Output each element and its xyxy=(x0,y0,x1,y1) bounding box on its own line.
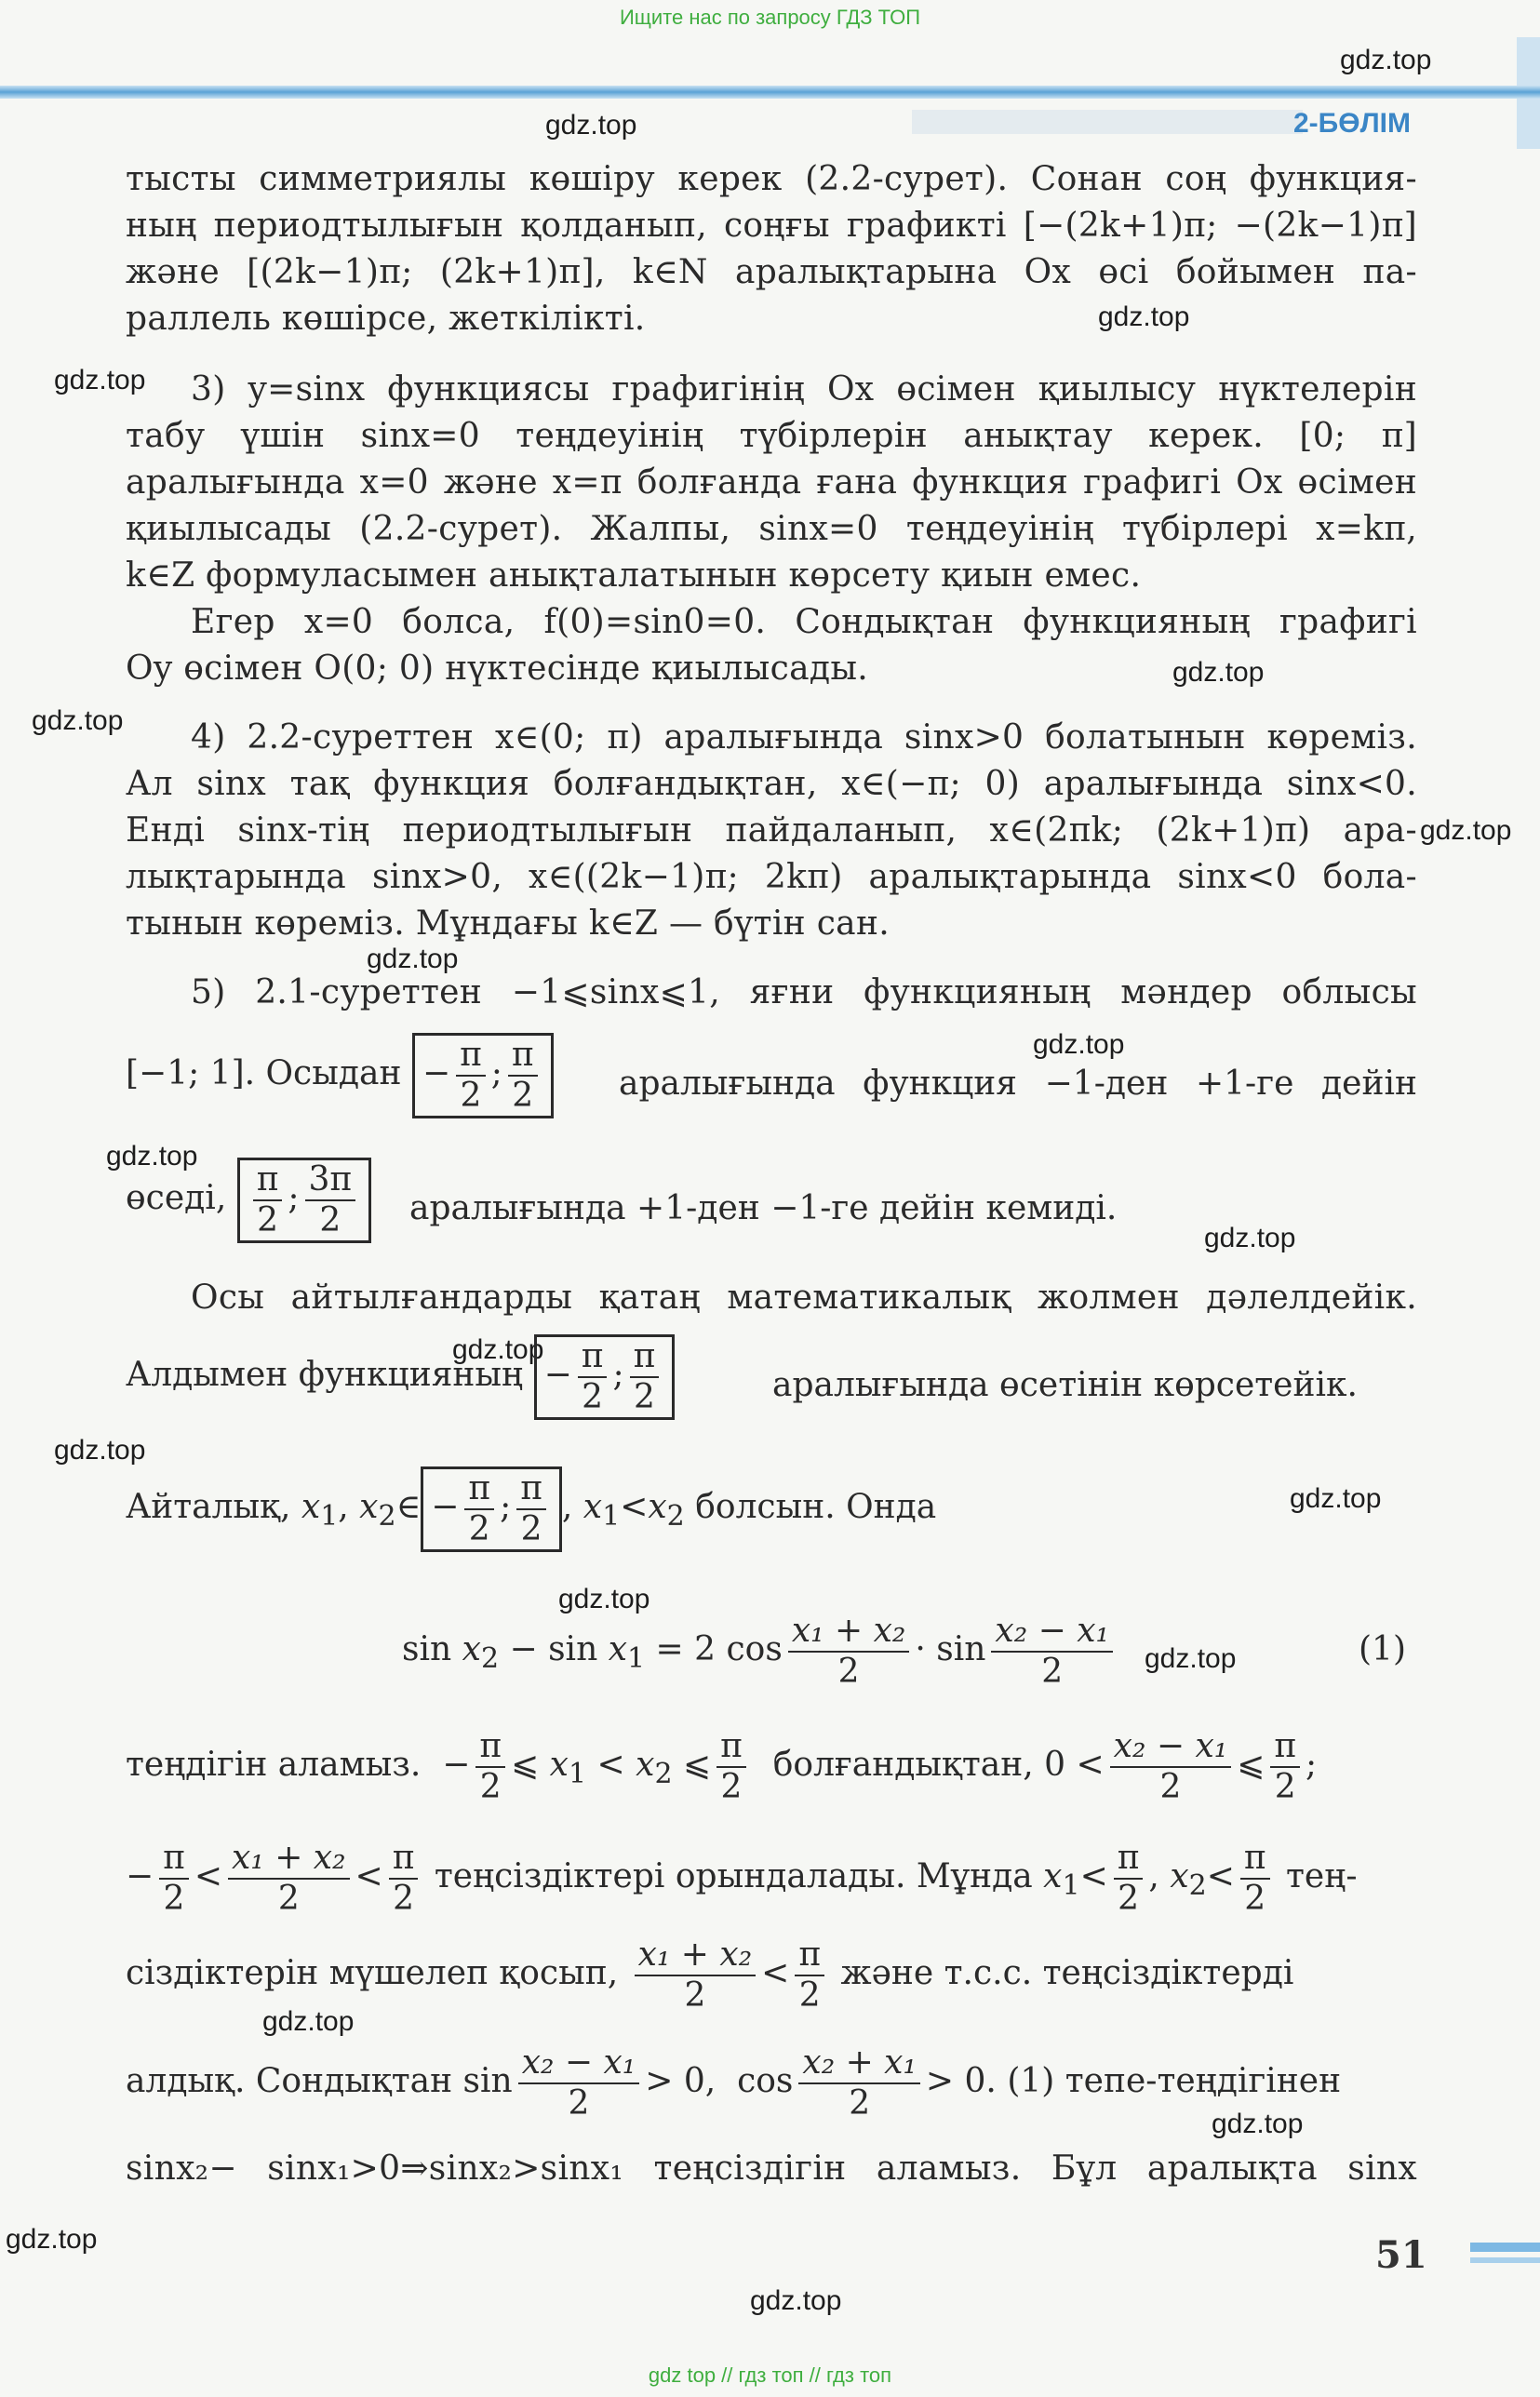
text-line: табу үшін sinx=0 теңдеуінің түбірлерін анықтау керек. [0; π] xyxy=(126,417,1417,455)
watermark: gdz.top xyxy=(367,944,459,974)
text-line: Осы айтылғандарды қатаң математикалық жолмен дәлелдейік. xyxy=(191,1279,1417,1317)
watermark: gdz.top xyxy=(1420,815,1512,846)
watermark: gdz.top xyxy=(750,2285,842,2316)
text-line: [−1; 1]. Осыдан − $\frac{\pi}{2}$ ; $\frac{\pi}{2}$ xyxy=(126,1033,554,1118)
page-bar xyxy=(1470,2257,1540,2263)
text-line: ның периодтылығын қолданып, соңғы графикті [−(2k+1)π; −(2k−1)π] xyxy=(126,207,1417,245)
text-line: аралығында +1-ден −1-ге дейін кемиді. xyxy=(409,1189,1118,1227)
text-line: раллель көшірсе, жеткілікті. xyxy=(126,300,646,338)
text-line: Енді sinx-тің периодтылығын пайдаланып, x∈(2πk; (2k+1)π) ара- xyxy=(126,811,1417,850)
text-line: Ал sinx тақ функция болғандықтан, x∈(−π; 0) аралығында sinx<0. xyxy=(126,765,1417,803)
text-line: − $\frac{\pi}{2}$ < $\frac{\text{x₁ + x₂}}{2}$ < $\frac{\pi}{2}$ теңсіздіктері орындалады. Мұнда $x_1<$ $\frac{\pi}{2}$ , $x_2<$ $\frac{\pi}{2}$ тең- xyxy=(126,1839,1358,1918)
text-line: қиылысады (2.2-сурет). Жалпы, sinx=0 теңдеуінің түбірлері x=kπ, xyxy=(126,510,1417,548)
watermark: gdz.top xyxy=(32,705,124,736)
text-line: тысты симметриялы көшіру керек (2.2-сурет). Сонан соң функция- xyxy=(126,160,1417,198)
text-line: 4) 2.2-суреттен x∈(0; π) аралығында sinx>0 болатынын көреміз. xyxy=(191,718,1417,757)
text-line: 5) 2.1-суреттен −1⩽sinx⩽1, яғни функцияның мәндер облысы xyxy=(191,973,1417,1011)
text-line: Егер x=0 болса, f(0)=sin0=0. Сондықтан функцияның графигі xyxy=(191,603,1417,641)
header-band xyxy=(0,86,1540,99)
interval-bracket: − $\frac{\pi}{2}$ ; $\frac{\pi}{2}$ xyxy=(412,1033,554,1118)
watermark: gdz.top xyxy=(1204,1223,1296,1253)
text-line: өседі, $\frac{\pi}{2}$ ; $\frac{3\pi}{2}$ xyxy=(126,1158,371,1243)
watermark: gdz.top xyxy=(262,2006,355,2037)
text-line: аралығында функция −1-ден +1-ге дейін xyxy=(619,1065,1417,1103)
interval-bracket: $\frac{\pi}{2}$ ; $\frac{3\pi}{2}$ xyxy=(237,1158,371,1243)
watermark: gdz.top xyxy=(106,1141,198,1172)
watermark: gdz.top xyxy=(54,1435,146,1466)
text-line: алдық. Сондықтан sin $\frac{\text{x₂ − x₁}}{2}$ > 0, cos $\frac{\text{x₂ + x₁}}{2}$ > 0. (1) тепе-теңдігінен xyxy=(126,2043,1342,2122)
text-line: тынын көреміз. Мұндағы k∈Z — бүтін сан. xyxy=(126,904,890,943)
watermark: gdz.top xyxy=(452,1334,544,1365)
text-line: аралығында x=0 және x=π болғанда ғана функция графигі Ox өсімен xyxy=(126,463,1417,502)
page-bar xyxy=(1470,2243,1540,2252)
text-line: 3) y=sinx функциясы графигінің Ox өсімен қиылысу нүктелерін xyxy=(191,370,1417,408)
formula-1: $\sin x_2 - \sin x_1 = 2$ cos $\frac{\text{x₁ + x₂}}{2}$ · sin $\frac{\text{x₂ − x₁}}{2}$ xyxy=(402,1612,1118,1692)
formula-number: (1) xyxy=(1359,1630,1406,1668)
watermark: gdz.top xyxy=(558,1584,650,1614)
watermark: gdz.top xyxy=(54,365,146,395)
interval-bracket: − $\frac{\pi}{2}$ ; $\frac{\pi}{2}$ xyxy=(534,1334,676,1420)
header-shadow xyxy=(912,110,1303,134)
watermark: gdz.top xyxy=(1145,1643,1237,1674)
text-line: sinx₂− sinx₁>0⇒sinx₂>sinx₁ теңсіздігін аламыз. Бұл аралықта sinx xyxy=(126,2149,1417,2188)
watermark: gdz.top xyxy=(1098,301,1190,332)
watermark: gdz.top xyxy=(1290,1483,1382,1514)
text-line: Айталық, $x_1$, $x_2\in$ − $\frac{\pi}{2}$ ; $\frac{\pi}{2}$ , $x_1<x_2$ болсын. Онда xyxy=(126,1466,936,1552)
text-line: k∈Z формуласымен анықталатынын көрсету қиын емес. xyxy=(126,556,1142,595)
text-line: Алдымен функцияның − $\frac{\pi}{2}$ ; $\frac{\pi}{2}$ xyxy=(126,1334,675,1420)
text-line: теңдігін аламыз. − $\frac{\pi}{2}$ ⩽ $x_1 < x_2$ ⩽ $\frac{\pi}{2}$ болғандықтан, 0 < $\frac{\text{x₂ − x₁}}{2}$ ⩽ $\frac{\pi}{2}$ ; xyxy=(126,1727,1318,1806)
section-label: 2-БӨЛІМ xyxy=(1293,108,1411,139)
top-link[interactable]: Ищите нас по запросу ГДЗ ТОП xyxy=(619,6,921,29)
watermark: gdz.top xyxy=(1212,2109,1304,2139)
watermark: gdz.top xyxy=(1033,1029,1125,1060)
watermark: gdz.top xyxy=(1172,657,1265,688)
text-line: Oy өсімен O(0; 0) нүктесінде қиылысады. xyxy=(126,649,869,688)
interval-bracket: − $\frac{\pi}{2}$ ; $\frac{\pi}{2}$ xyxy=(421,1466,562,1552)
text-line: лықтарында sinx>0, x∈((2k−1)π; 2kπ) аралықтарында sinx<0 бола- xyxy=(126,858,1417,896)
watermark: gdz.top xyxy=(1340,45,1432,75)
page-number: 51 xyxy=(1375,2233,1427,2277)
footer-links[interactable]: gdz top // гдз топ // гдз топ xyxy=(648,2364,892,2387)
text-line: аралығында өсетінін көрсетейік. xyxy=(772,1366,1358,1404)
text-line: сіздіктерін мүшелеп қосып, $\frac{\text{x₁ + x₂}}{2}$ < $\frac{\pi}{2}$ және т.с.с. теңсіздіктерді xyxy=(126,1935,1294,2015)
text-line: және [(2k−1)π; (2k+1)π], k∈N аралықтарына Ox өсі бойымен па- xyxy=(126,253,1417,291)
watermark: gdz.top xyxy=(545,110,637,141)
watermark: gdz.top xyxy=(6,2224,98,2255)
